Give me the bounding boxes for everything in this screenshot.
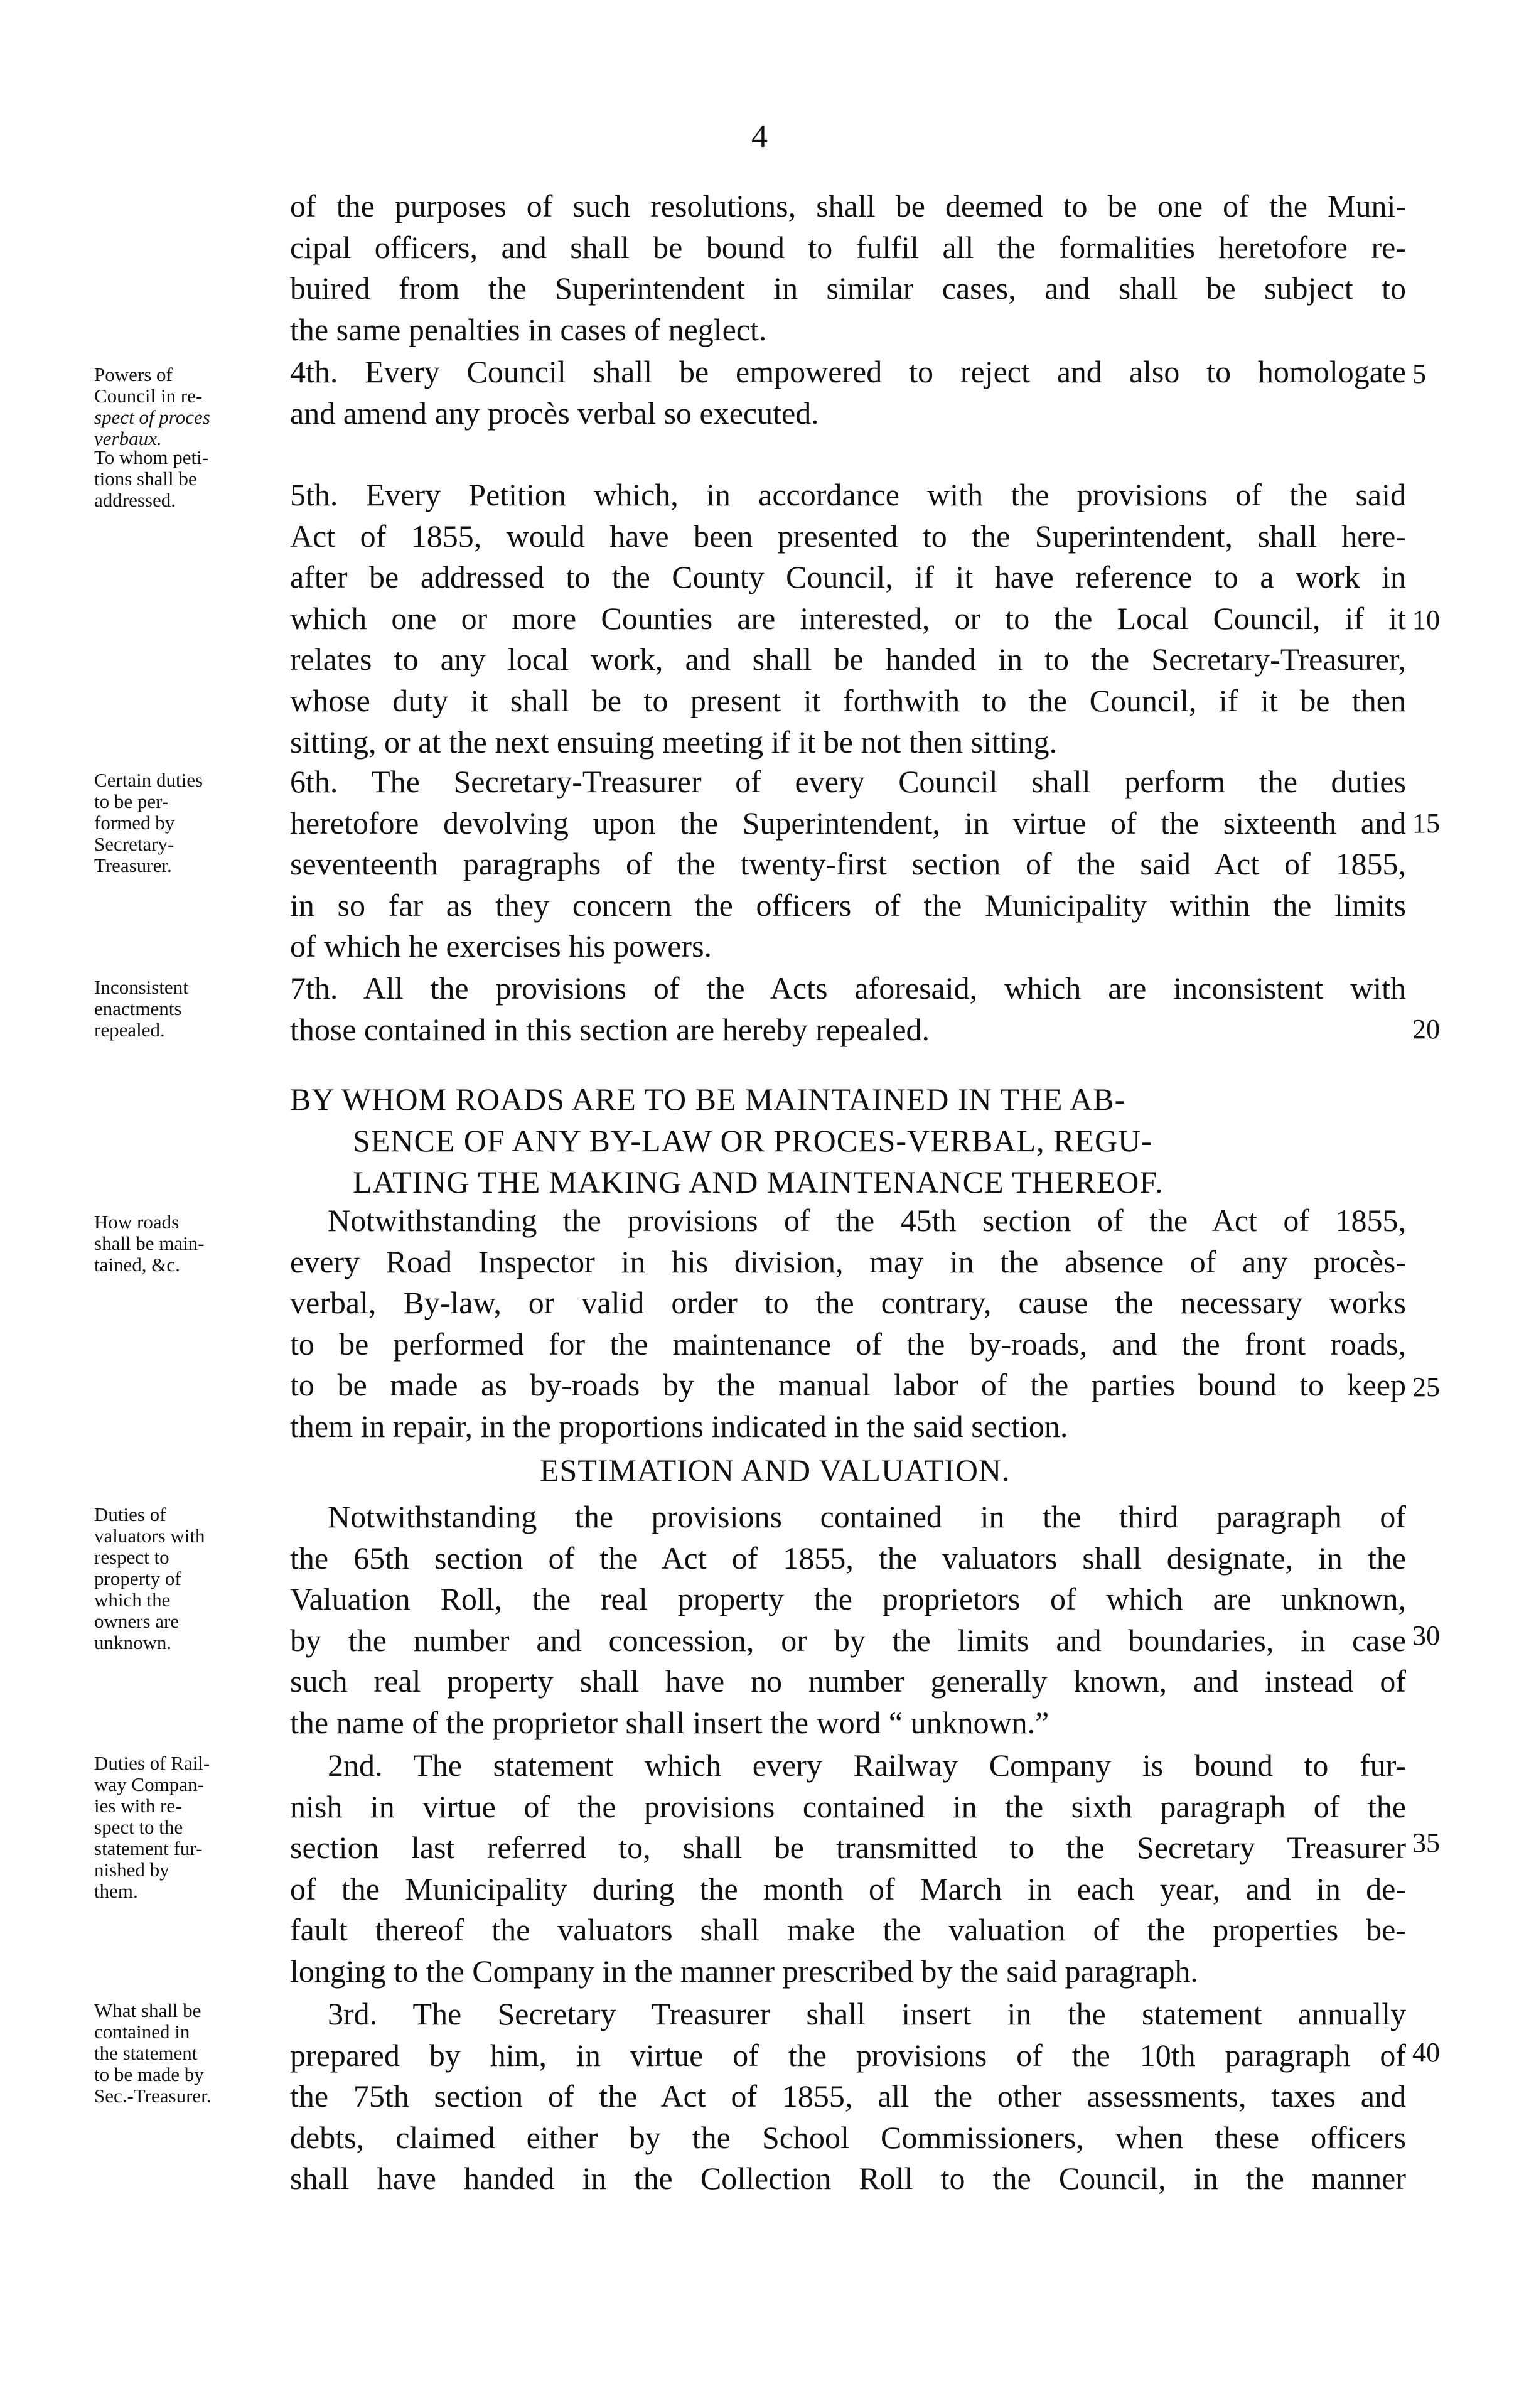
text-line: 6th. The Secretary-Treasurer of every Council shall perform the duties	[290, 764, 1406, 799]
text-line: buired from the Superintendent in similar cases, and shall be subject to	[290, 271, 1406, 306]
text-line: which one or more Counties are interested, or to the Local Council, if it	[290, 600, 1406, 636]
margin-note-line: owners are	[94, 1610, 180, 1632]
margin-note-roads	[94, 1212, 282, 1276]
paragraph-fifth	[290, 475, 1406, 763]
margin-note-line: which the	[94, 1589, 171, 1611]
paragraph-secretary	[290, 1994, 1406, 2200]
text-line: Valuation Roll, the real property the proprietors of which are unknown,	[290, 1581, 1406, 1617]
paragraph-seventh	[290, 968, 1406, 1050]
margin-note-line: Sec.-Treasurer.	[94, 2085, 212, 2107]
margin-note-inconsistent	[94, 977, 282, 1041]
text-line: in so far as they concern the officers of the Municipality within the limits	[290, 887, 1406, 923]
margin-note-line: respect to	[94, 1546, 169, 1568]
text-line: by the number and concession, or by the limits and boundaries, in case	[290, 1622, 1406, 1658]
margin-note-line: tions shall be	[94, 468, 197, 490]
page-number: 4	[751, 119, 768, 154]
margin-note-line: Treasurer.	[94, 854, 172, 876]
text-line: shall have handed in the Collection Roll to the Council, in the manner	[290, 2161, 1406, 2196]
margin-note-line: Duties of	[94, 1503, 166, 1525]
margin-note-secretary	[94, 2000, 282, 2107]
text-line: sitting, or at the next ensuing meeting if it be not then sitting.	[290, 724, 1058, 760]
text-line: and amend any procès verbal so executed.	[290, 395, 819, 431]
margin-note-line: valuators with	[94, 1525, 205, 1547]
text-line: Act of 1855, would have been presented to the Superintendent, shall here-	[290, 518, 1406, 554]
margin-note-line: shall be main-	[94, 1232, 205, 1254]
text-line: seventeenth paragraphs of the twenty-first section of the said Act of 1855,	[290, 846, 1406, 882]
margin-note-line: Inconsistent	[94, 976, 188, 998]
text-line: to be made as by-roads by the manual labor of the parties bound to keep	[290, 1367, 1406, 1403]
heading-line: BY WHOM ROADS ARE TO BE MAINTAINED IN THE AB-	[290, 1082, 1126, 1117]
text-line: cipal officers, and shall be bound to fulfil all the formalities heretofore re-	[290, 229, 1406, 265]
text-line: those contained in this section are hereby repealed.	[290, 1011, 930, 1047]
text-line: of the Municipality during the month of March in each year, and in de-	[290, 1871, 1406, 1906]
text-line: nish in virtue of the provisions contained in the sixth paragraph of the	[290, 1788, 1406, 1824]
margin-note-line: statement fur-	[94, 1837, 203, 1859]
text-line: heretofore devolving upon the Superintendent, in virtue of the sixteenth and	[290, 805, 1406, 841]
text-line: such real property shall have no number generally known, and instead of	[290, 1664, 1406, 1699]
margin-note-line: What shall be	[94, 1999, 201, 2021]
line-number: 5	[1412, 358, 1426, 389]
section-heading-valuation	[540, 1449, 1167, 1491]
text-line: every Road Inspector in his division, may in the absence of any procès-	[290, 1244, 1406, 1279]
margin-note-line: spect to the	[94, 1816, 183, 1838]
margin-note-line: nished by	[94, 1859, 169, 1881]
margin-note-line: the statement	[94, 2042, 198, 2064]
paragraph-sixth	[290, 761, 1406, 967]
text-line: the same penalties in cases of neglect.	[290, 311, 767, 347]
margin-note-line: enactments	[94, 997, 182, 1019]
margin-note-line: unknown.	[94, 1631, 172, 1653]
paragraph-continuation	[290, 186, 1406, 350]
text-line: the name of the proprietor shall insert the word “ unknown.”	[290, 1704, 1049, 1740]
margin-note-line: repealed.	[94, 1019, 165, 1041]
text-line: debts, claimed either by the School Commissioners, when these officers	[290, 2119, 1406, 2155]
heading-line: ESTIMATION AND VALUATION.	[540, 1453, 1011, 1488]
text-line: relates to any local work, and shall be handed in to the Secretary-Treasurer,	[290, 642, 1406, 677]
text-line: them in repair, in the proportions indicated in the said section.	[290, 1408, 1068, 1444]
margin-note-line: contained in	[94, 2021, 190, 2043]
paragraph-fourth	[290, 352, 1406, 434]
paragraph-railway	[290, 1745, 1406, 1992]
text-line: Notwithstanding the provisions of the 45th section of the Act of 1855,	[328, 1203, 1406, 1238]
line-number: 30	[1412, 1620, 1440, 1651]
line-number: 40	[1412, 2037, 1440, 2068]
margin-note-line: Certain duties	[94, 769, 203, 791]
text-line: of the purposes of such resolutions, shall be deemed to be one of the Muni-	[290, 188, 1406, 223]
text-line: longing to the Company in the manner prescribed by the said paragraph.	[290, 1953, 1198, 1989]
line-number: 20	[1412, 1014, 1440, 1045]
text-line: the 75th section of the Act of 1855, all the other assessments, taxes and	[290, 2078, 1406, 2114]
margin-note-duties	[94, 770, 282, 876]
text-line: 5th. Every Petition which, in accordance with the provisions of the said	[290, 477, 1406, 512]
line-number: 15	[1412, 808, 1440, 839]
line-number: 35	[1412, 1827, 1440, 1858]
margin-note-line: to be made by	[94, 2063, 204, 2085]
text-line: 4th. Every Council shall be empowered to reject and also to homologate	[290, 354, 1406, 389]
text-line: of which he exercises his powers.	[290, 928, 712, 964]
margin-note-line: them.	[94, 1880, 138, 1902]
text-line: fault thereof the valuators shall make the valuation of the properties be-	[290, 1912, 1406, 1948]
margin-note-line: to be per-	[94, 790, 169, 812]
text-line: whose duty it shall be to present it forthwith to the Council, if it be then	[290, 682, 1406, 718]
margin-note-petitions	[94, 447, 282, 511]
text-line: to be performed for the maintenance of the by-roads, and the front roads,	[290, 1326, 1406, 1362]
line-number: 10	[1412, 605, 1440, 635]
text-line: 7th. All the provisions of the Acts aforesaid, which are inconsistent with	[290, 970, 1406, 1006]
margin-note-powers	[94, 364, 282, 449]
margin-note-line: Secretary-	[94, 833, 174, 855]
margin-note-line: Council in re-	[94, 385, 203, 407]
text-line: verbal, By-law, or valid order to the contrary, cause the necessary works	[290, 1285, 1406, 1321]
text-line: 3rd. The Secretary Treasurer shall insert in the statement annually	[328, 1996, 1406, 2031]
margin-note-line: How roads	[94, 1211, 180, 1233]
margin-note-railway	[94, 1753, 282, 1902]
margin-note-line: addressed.	[94, 489, 176, 511]
margin-note-line: ies with re-	[94, 1795, 182, 1817]
margin-note-line: Powers of	[94, 363, 173, 385]
margin-note-line: To whom peti-	[94, 446, 209, 468]
text-line: section last referred to, shall be transmitted to the Secretary Treasurer	[290, 1830, 1406, 1866]
section-heading-roads	[290, 1078, 1406, 1203]
paragraph-valuation	[290, 1497, 1406, 1744]
text-line: after be addressed to the County Council, if it have reference to a work in	[290, 559, 1406, 595]
text-line: 2nd. The statement which every Railway Company is bound to fur-	[328, 1748, 1406, 1783]
margin-note-line: Duties of Rail-	[94, 1752, 210, 1774]
text-line: the 65th section of the Act of 1855, the valuators shall designate, in the	[290, 1540, 1406, 1576]
margin-note-line: property of	[94, 1567, 181, 1589]
margin-note-line: way Compan-	[94, 1773, 204, 1795]
paragraph-roads	[290, 1200, 1406, 1448]
margin-note-line: tained, &c.	[94, 1254, 180, 1276]
line-number: 25	[1412, 1372, 1440, 1402]
margin-note-line: verbaux.	[94, 427, 162, 449]
margin-note-line: spect of proces	[94, 406, 210, 428]
heading-line: SENCE OF ANY BY-LAW OR PROCES-VERBAL, REGU-	[353, 1123, 1152, 1158]
text-line: prepared by him, in virtue of the provisions of the 10th paragraph of	[290, 2037, 1406, 2073]
margin-note-valuators	[94, 1504, 282, 1653]
margin-note-line: formed by	[94, 812, 175, 834]
text-line: Notwithstanding the provisions contained in the third paragraph of	[328, 1499, 1406, 1534]
heading-line: LATING THE MAKING AND MAINTENANCE THEREOF.	[353, 1164, 1164, 1200]
